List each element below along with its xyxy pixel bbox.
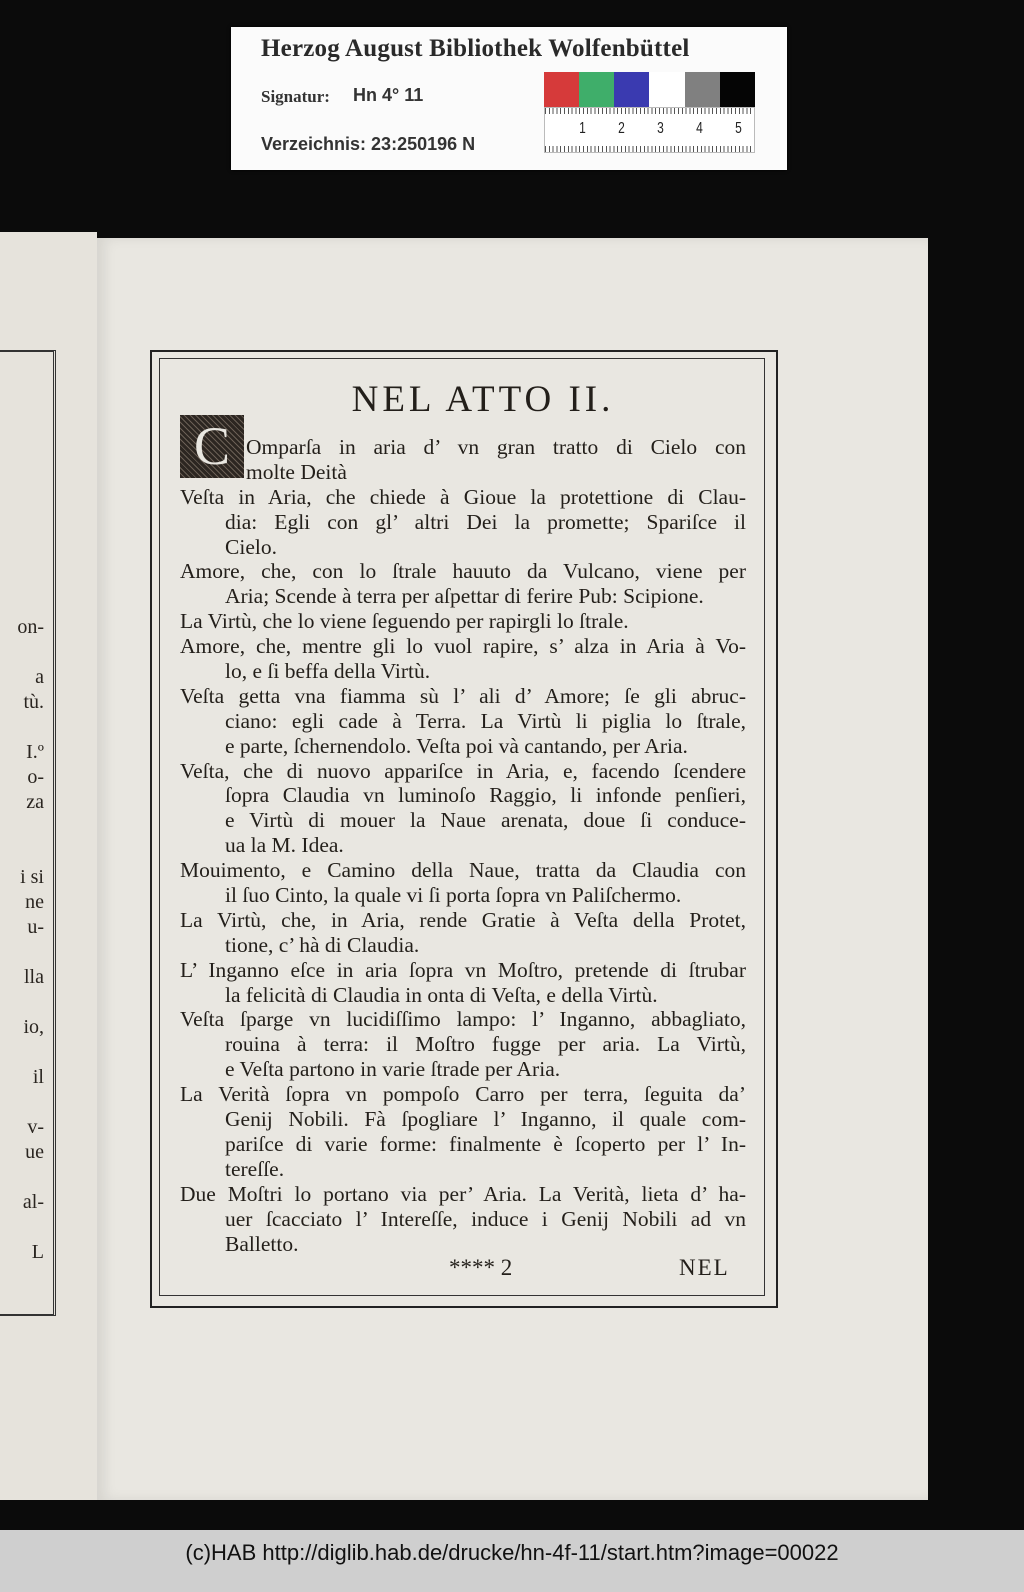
left-page-fragment <box>0 1040 44 1065</box>
scene-paragraph <box>180 485 746 560</box>
page-text <box>180 378 746 1256</box>
left-page <box>0 232 97 1500</box>
left-page-fragment <box>0 840 44 865</box>
scene-paragraph <box>180 958 746 1008</box>
text-line: Mouimento, e Camino della Naue, tratta da Claudia con <box>180 858 746 883</box>
text-line: La Verità ſopra vn pompoſo Carro per terra, ſeguita da’ <box>180 1082 746 1107</box>
text-line: Due Moſtri lo portano via per’ Aria. La Verità, lieta d’ ha- <box>180 1181 746 1206</box>
text-line: Veſta in Aria, che chiede à Gioue la protettione di Clau- <box>180 484 746 509</box>
left-page-fragment <box>0 815 44 840</box>
left-page-fragment: il <box>32 1066 44 1088</box>
right-page <box>97 238 928 1500</box>
scene-paragraph <box>180 1182 746 1257</box>
signatur-label: Signatur: <box>261 87 330 106</box>
color-swatch <box>720 72 755 107</box>
scene-paragraph <box>180 908 746 958</box>
left-page-fragment: i si <box>20 866 44 888</box>
ruler-number: 5 <box>735 120 742 137</box>
scene-paragraph <box>180 759 746 859</box>
scale-ruler <box>544 107 755 153</box>
scene-paragraph <box>180 1007 746 1082</box>
text-line: Veſta, che di nuovo appariſce in Aria, e, facendo ſcendere <box>180 758 746 783</box>
left-page-fragment: io, <box>23 1016 44 1038</box>
scene-paragraph <box>180 684 746 759</box>
left-page-fragment: L <box>31 1241 44 1263</box>
left-page-fragment <box>0 1215 44 1240</box>
left-page-fragment <box>0 940 44 965</box>
ruler-number: 2 <box>618 120 625 137</box>
scene-paragraph <box>180 858 746 908</box>
scene-paragraph <box>180 1082 746 1182</box>
ruler-number: 4 <box>696 120 703 137</box>
text-line: pariſce di varie forme: finalmente è ſcoperto per l’ In- <box>225 1131 746 1156</box>
library-name: Herzog August Bibliothek Wolfenbüttel <box>261 35 690 62</box>
text-line: Cielo. <box>225 534 277 559</box>
text-line: Veſta getta vna fiamma sù l’ ali d’ Amore; ſe gli abruc- <box>180 683 746 708</box>
text-line: ua la M. Idea. <box>225 833 344 858</box>
left-page-fragment: al- <box>22 1191 44 1213</box>
scene-list <box>180 435 746 1256</box>
text-line: la felicità di Claudia in onta di Veſta, e della Virtù. <box>225 982 658 1007</box>
left-page-fragment: v- <box>27 1116 44 1138</box>
color-swatch <box>614 72 649 107</box>
text-line: Genij Nobili. Fà ſpogliare l’ Inganno, il quale com- <box>225 1107 746 1132</box>
scene-paragraph <box>180 609 746 634</box>
text-line: ſopra Claudia vn luminoſo Raggio, li infonde penſieri, <box>225 783 746 808</box>
text-line: Omparſa in aria d’ vn gran tratto di Cielo con <box>246 435 746 459</box>
text-line: lo, e ſi beffa della Virtù. <box>225 659 431 684</box>
text-line: La Virtù, che lo viene ſeguendo per rapirgli lo ſtrale. <box>180 609 629 634</box>
text-line: dia: Egli con gl’ altri Dei la promette; Spariſce il <box>225 509 746 534</box>
color-swatch <box>649 72 685 107</box>
decorated-initial: C <box>180 415 244 478</box>
text-line: ciano: egli cade à Terra. La Virtù li piglia lo ſtrale, <box>225 708 746 733</box>
left-page-fragment: za <box>26 791 44 813</box>
scene-paragraph <box>180 634 746 684</box>
left-page-fragment: a <box>35 666 44 688</box>
page-title: NEL ATTO II. <box>351 379 615 420</box>
text-line: Veſta ſparge vn lucidiſſimo lampo: l’ Inganno, abbagliato, <box>180 1007 746 1032</box>
left-page-fragment: lla <box>24 966 44 988</box>
color-swatch <box>579 72 614 107</box>
library-label-card <box>231 27 787 170</box>
text-line: rouina à terra: il Moſtro fugge per aria. La Virtù, <box>225 1032 746 1057</box>
ruler-number: 1 <box>579 120 586 137</box>
ruler-number: 3 <box>657 120 664 137</box>
left-page-fragment <box>0 1165 44 1190</box>
verzeichnis: Verzeichnis: 23:250196 N <box>261 134 476 154</box>
left-page-fragment <box>0 715 44 740</box>
text-line: La Virtù, che, in Aria, rende Gratie à Veſta della Protet, <box>180 907 746 932</box>
left-page-fragment: o- <box>27 766 44 788</box>
text-line: tione, c’ hà di Claudia. <box>225 932 420 957</box>
text-line: tereſſe. <box>225 1156 285 1181</box>
text-line: Balletto. <box>225 1231 299 1256</box>
left-page-text-fragments <box>0 615 44 1265</box>
scene-paragraph <box>180 559 746 609</box>
footer-bar <box>0 1530 1024 1592</box>
color-swatch <box>544 72 579 107</box>
text-line: uer ſcacciato l’ Intereſſe, induce i Genij Nobili ad vn <box>225 1206 746 1231</box>
color-swatch <box>685 72 720 107</box>
text-line: Aria; Scende à terra per aſpettar di ferire Pub: Scipione. <box>225 584 704 609</box>
scene-paragraph <box>180 435 746 485</box>
text-line: molte Deità <box>246 459 347 484</box>
text-line: e parte, ſchernendolo. Veſta poi và cantando, per Aria. <box>225 733 688 758</box>
left-page-fragment: ne <box>25 891 44 913</box>
left-page-fragment <box>0 990 44 1015</box>
catchword: NEL <box>679 1255 730 1280</box>
text-line: Amore, che, mentre gli lo vuol rapire, s’ alza in Aria à Vo- <box>180 634 746 659</box>
footer-credit: (c)HAB http://diglib.hab.de/drucke/hn-4f-11/start.htm?image=00022 <box>185 1540 839 1565</box>
left-page-fragment: I.º <box>26 741 44 763</box>
text-line: Amore, che, con lo ſtrale hauuto da Vulcano, viene per <box>180 559 746 584</box>
text-line: e Virtù di mouer la Naue arenata, doue ſi conduce- <box>225 808 746 833</box>
signatur-value: Hn 4° 11 <box>353 85 424 105</box>
left-page-fragment <box>0 1090 44 1115</box>
text-line: e Veſta partono in varie ſtrade per Aria. <box>225 1057 561 1082</box>
text-line: il ſuo Cinto, la quale vi ſi porta ſopra vn Paliſchermo. <box>225 883 682 908</box>
left-page-fragment: ue <box>25 1141 44 1163</box>
left-page-fragment: u- <box>27 916 44 938</box>
color-calibration-chart <box>544 72 755 107</box>
left-page-fragment: tù. <box>23 691 44 713</box>
left-page-fragment: on- <box>17 616 44 638</box>
left-page-fragment <box>0 640 44 665</box>
text-line: L’ Inganno eſce in aria ſopra vn Moſtro, pretende di ſtrubar <box>180 957 746 982</box>
signature-mark: **** 2 <box>449 1255 513 1280</box>
